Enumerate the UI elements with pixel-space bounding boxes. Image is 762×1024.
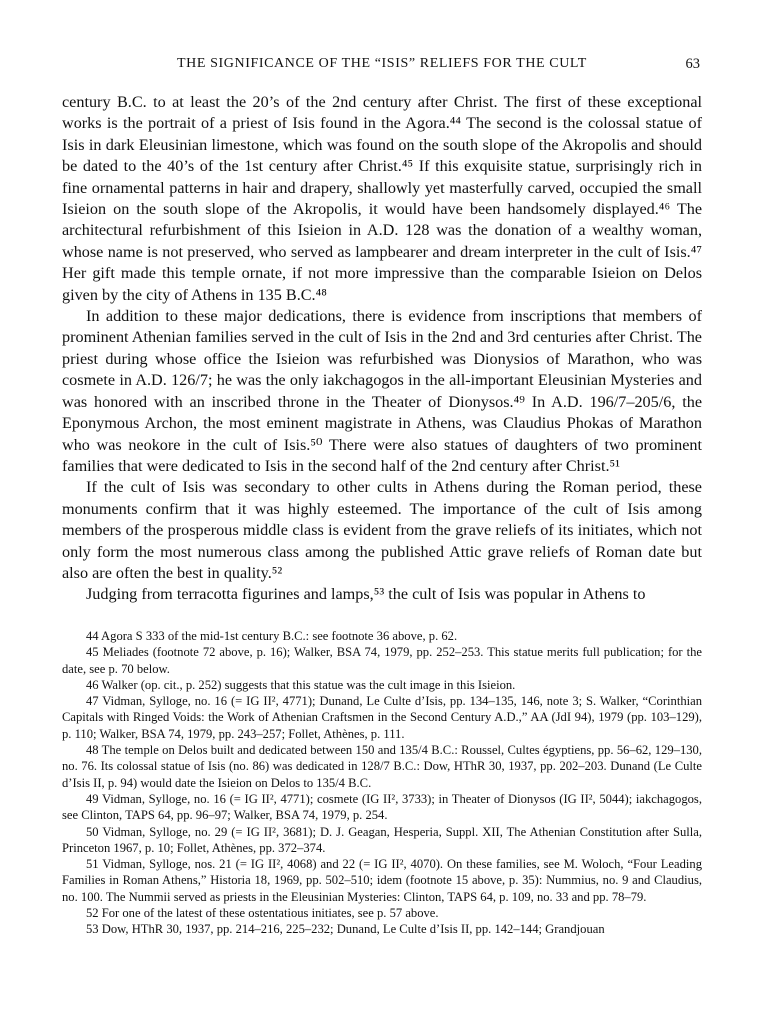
body-paragraph-4: Judging from terracotta figurines and lamps,⁵³ the cult of Isis was popular in Athens to	[86, 585, 646, 604]
footnote-49: 49 Vidman, Sylloge, no. 16 (= IG II², 4771); cosmete (IG II², 3733); in Theater of Dionysos (IG II², 5044); iakchagogos, see Clinton, TAPS 64, pp. 96–97; Walker, BSA 74, 1979, p. 254.	[62, 791, 702, 823]
body-paragraph-1: century B.C. to at least the 20’s of the 2nd century after Christ. The first of these exceptional works is the portrait of a priest of Isis found in the Agora.⁴⁴ The second is the colossal statue of Isis in dark Eleusinian limestone, which was found on the south slope of the Akropolis and should be dated to the 40’s of the 1st century after Christ.⁴⁵ If this exquisite statue, surprisingly rich in fine ornamental patterns in hair and drapery, shallowly yet masterfully carved, occupied the small Isieion on the south slope of the Akropolis, it would have been handsomely displayed.⁴⁶ The architectural refurbishment of this Isieion in A.D. 128 was the donation of a wealthy woman, whose name is not preserved, who served as lampbearer and dream interpreter in the cult of Isis.⁴⁷ Her gift made this temple ornate, if not more impressive than the comparable Isieion on Delos given by the city of Athens in 135 B.C.⁴⁸	[62, 93, 702, 304]
footnote-45: 45 Meliades (footnote 72 above, p. 16); Walker, BSA 74, 1979, pp. 252–253. This statue merits full publication; for the date, see p. 70 below.	[62, 645, 702, 676]
body-text	[62, 92, 702, 606]
footnote-46: 46 Walker (op. cit., p. 252) suggests that this statue was the cult image in this Isieion.	[86, 677, 516, 692]
footnote-53: 53 Dow, HThR 30, 1937, pp. 214–216, 225–232; Dunand, Le Culte d’Isis II, pp. 142–144; Grandjouan	[86, 922, 605, 937]
footnote-44: 44 Agora S 333 of the mid-1st century B.C.: see footnote 36 above, p. 62.	[86, 629, 458, 643]
footnote-48: 48 The temple on Delos built and dedicated between 150 and 135/4 B.C.: Roussel, Cultes égyptiens, pp. 56–62, 129–130, no. 76. Its colossal statue of Isis (no. 86) was dedicated in 128/7 B.C.: Dow, HThR 30, 1937, pp. 202–203. Dunand (Le Culte d’Isis II, p. 94) would date the Isieion on Delos to 135/4 B.C.	[62, 743, 702, 790]
page-header	[62, 56, 702, 76]
footnotes	[62, 628, 702, 938]
page-number: 63	[685, 56, 700, 72]
footnote-51: 51 Vidman, Sylloge, nos. 21 (= IG II², 4068) and 22 (= IG II², 4070). On these families, see M. Woloch, “Four Leading Families in Roman Athens,” Historia 18, 1969, pp. 502–510; idem (footnote 15 above, p. 35): Nummius, no. 9 and Claudius, no. 100. The Nummii served as priests in the Eleusinian Mysteries: Clinton, TAPS 64, p. 109, no. 33 and pp. 78–79.	[62, 857, 702, 904]
footnote-47: 47 Vidman, Sylloge, no. 16 (= IG II², 4771); Dunand, Le Culte d’Isis, pp. 134–135, 146, note 3; S. Walker, “Corinthian Capitals with Ringed Voids: the Work of Athenian Craftsmen in the Second Century A.D.,” AA (JdI 94), 1979 (pp. 103–129), p. 110; Walker, BSA 74, 1979, pp. 243–257; Follet, Athènes, p. 111.	[62, 694, 702, 741]
body-paragraph-3: If the cult of Isis was secondary to other cults in Athens during the Roman period, these monuments confirm that it was highly esteemed. The importance of the cult of Isis among members of the prosperous middle class is evident from the grave reliefs of its initiates, which not only form the most numerous class among the published Attic grave reliefs of Roman date but also are often the best in quality.⁵²	[62, 478, 702, 582]
running-head: THE SIGNIFICANCE OF THE “ISIS” RELIEFS FOR THE CULT	[177, 56, 587, 71]
footnote-50: 50 Vidman, Sylloge, no. 29 (= IG II², 3681); D. J. Geagan, Hesperia, Suppl. XII, The Athenian Constitution after Sulla, Princeton 1967, p. 10; Follet, Athènes, pp. 372–374.	[62, 824, 702, 855]
body-paragraph-2: In addition to these major dedications, there is evidence from inscriptions that members of prominent Athenian families served in the cult of Isis in the 2nd and 3rd centuries after Christ. The priest during whose office the Isieion was refurbished was Dionysios of Marathon, who was cosmete in A.D. 126/7; he was the only iakchagogos in the all-important Eleusinian Mysteries and was honored with an inscribed throne in the Theater of Dionysos.⁴⁹ In A.D. 196/7–205/6, the Eponymous Archon, the most eminent magistrate in Athens, was Claudius Phokas of Marathon who was neokore in the cult of Isis.⁵⁰ There were also statues of daughters of two prominent families that were dedicated to Isis in the second half of the 2nd century after Christ.⁵¹	[62, 307, 702, 475]
footnote-52: 52 For one of the latest of these ostentatious initiates, see p. 57 above.	[86, 906, 439, 921]
